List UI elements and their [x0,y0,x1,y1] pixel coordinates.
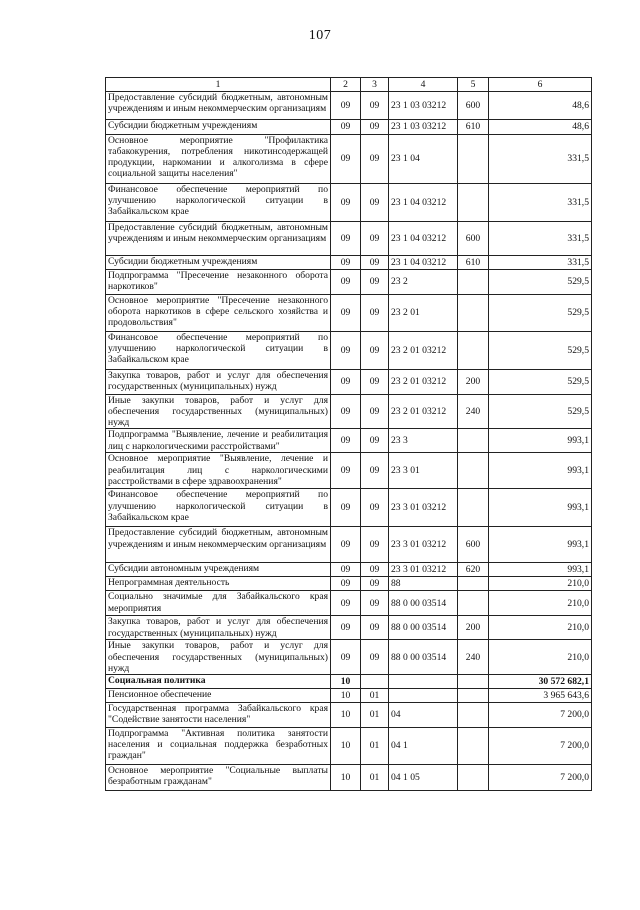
row-subsection-cell: 09 [361,92,389,120]
row-expense-type-cell: 200 [458,616,489,640]
header-col-4: 4 [389,78,458,92]
row-name-cell: Финансовое обеспечение мероприятий по улучшению наркологической ситуации в Забайкальском крае [106,332,331,370]
header-col-5: 5 [458,78,489,92]
row-subsection-cell: 09 [361,256,389,270]
table-row [106,702,592,727]
row-name-cell: Подпрограмма "Выявление, лечение и реабилитация лиц с наркологическими расстройствами" [106,429,331,453]
row-amount-cell: 993,1 [489,489,592,527]
table-row [106,527,592,563]
row-name-cell: Закупка товаров, работ и услуг для обеспечения государственных (муниципальных) нужд [106,370,331,395]
row-target-code-cell: 23 2 01 03212 [389,395,458,429]
row-expense-type-cell [458,727,489,764]
row-section-cell: 10 [331,764,361,790]
row-expense-type-cell: 200 [458,370,489,395]
row-amount-cell: 529,5 [489,395,592,429]
row-expense-type-cell [458,135,489,184]
row-name-cell: Основное мероприятие "Пресечение незаконного оборота наркотиков в сфере сельского хозяйства и продовольствия" [106,295,331,332]
row-expense-type-cell: 610 [458,120,489,135]
row-amount-cell: 993,1 [489,527,592,563]
row-name-cell: Государственная программа Забайкальского края "Содействие занятости населения" [106,702,331,727]
header-col-2: 2 [331,78,361,92]
table-row [106,674,592,688]
row-amount-cell: 7 200,0 [489,727,592,764]
row-subsection-cell: 09 [361,295,389,332]
row-target-code-cell [389,688,458,702]
row-subsection-cell: 01 [361,764,389,790]
row-target-code-cell: 04 1 05 [389,764,458,790]
row-name-cell: Иные закупки товаров, работ и услуг для обеспечения государственных (муниципальных) нужд [106,395,331,429]
row-target-code-cell: 23 1 04 03212 [389,222,458,256]
row-amount-cell: 7 200,0 [489,702,592,727]
row-target-code-cell: 88 0 00 03514 [389,591,458,616]
row-amount-cell: 48,6 [489,92,592,120]
row-target-code-cell: 23 1 03 03212 [389,92,458,120]
row-section-cell: 09 [331,453,361,489]
row-amount-cell: 7 200,0 [489,764,592,790]
table-row [106,270,592,295]
row-subsection-cell: 09 [361,370,389,395]
table-row [106,120,592,135]
row-amount-cell: 993,1 [489,563,592,577]
row-target-code-cell: 88 [389,577,458,591]
table-row [106,256,592,270]
row-amount-cell: 210,0 [489,640,592,674]
row-expense-type-cell: 600 [458,222,489,256]
row-subsection-cell: 09 [361,222,389,256]
table-row [106,395,592,429]
row-expense-type-cell [458,295,489,332]
row-target-code-cell: 23 2 [389,270,458,295]
row-target-code-cell: 04 [389,702,458,727]
row-section-cell: 09 [331,616,361,640]
row-expense-type-cell: 240 [458,640,489,674]
row-amount-cell: 993,1 [489,429,592,453]
row-target-code-cell: 23 3 01 03212 [389,489,458,527]
row-subsection-cell: 01 [361,702,389,727]
header-col-6: 6 [489,78,592,92]
row-section-cell: 09 [331,563,361,577]
row-subsection-cell: 09 [361,453,389,489]
row-name-cell: Субсидии бюджетным учреждениям [106,256,331,270]
row-name-cell: Социальная политика [106,674,331,688]
row-target-code-cell: 23 3 01 03212 [389,563,458,577]
row-section-cell: 10 [331,727,361,764]
row-section-cell: 09 [331,270,361,295]
table-row [106,563,592,577]
table-row [106,453,592,489]
row-section-cell: 09 [331,527,361,563]
row-amount-cell: 993,1 [489,453,592,489]
row-subsection-cell: 09 [361,135,389,184]
row-subsection-cell: 09 [361,563,389,577]
row-subsection-cell: 09 [361,270,389,295]
row-name-cell: Подпрограмма "Пресечение незаконного оборота наркотиков" [106,270,331,295]
row-target-code-cell: 23 3 01 03212 [389,527,458,563]
row-expense-type-cell [458,702,489,727]
row-subsection-cell: 09 [361,332,389,370]
row-section-cell: 09 [331,92,361,120]
table-row [106,370,592,395]
row-section-cell: 10 [331,688,361,702]
row-target-code-cell: 23 1 04 03212 [389,184,458,222]
row-name-cell: Субсидии автономным учреждениям [106,563,331,577]
table-row [106,222,592,256]
row-amount-cell: 331,5 [489,135,592,184]
row-amount-cell: 529,5 [489,295,592,332]
row-target-code-cell: 88 0 00 03514 [389,640,458,674]
row-section-cell: 09 [331,395,361,429]
row-section-cell: 09 [331,256,361,270]
row-subsection-cell: 01 [361,727,389,764]
table-row [106,92,592,120]
table-row [106,640,592,674]
row-section-cell: 09 [331,489,361,527]
table-row [106,577,592,591]
row-expense-type-cell: 600 [458,527,489,563]
row-amount-cell: 331,5 [489,222,592,256]
row-section-cell: 09 [331,429,361,453]
table-row [106,616,592,640]
row-section-cell: 09 [331,184,361,222]
row-subsection-cell: 09 [361,120,389,135]
row-name-cell: Предоставление субсидий бюджетным, автономным учреждениям и иным некоммерческим организациям [106,527,331,563]
row-expense-type-cell [458,453,489,489]
row-section-cell: 09 [331,295,361,332]
row-amount-cell: 210,0 [489,616,592,640]
row-amount-cell: 529,5 [489,370,592,395]
row-section-cell: 09 [331,591,361,616]
row-name-cell: Основное мероприятие "Профилактика табакокурения, потребления никотинсодержащей продукции, наркомании и алкоголизма в сфере социальной защиты населения" [106,135,331,184]
row-expense-type-cell [458,674,489,688]
row-expense-type-cell [458,489,489,527]
row-expense-type-cell: 240 [458,395,489,429]
row-name-cell: Финансовое обеспечение мероприятий по улучшению наркологической ситуации в Забайкальском крае [106,489,331,527]
row-subsection-cell: 09 [361,591,389,616]
row-amount-cell: 331,5 [489,184,592,222]
row-target-code-cell: 23 3 [389,429,458,453]
row-name-cell: Предоставление субсидий бюджетным, автономным учреждениям и иным некоммерческим организациям [106,222,331,256]
row-section-cell: 09 [331,332,361,370]
row-target-code-cell: 23 2 01 03212 [389,332,458,370]
table-row [106,429,592,453]
table-row [106,184,592,222]
row-amount-cell: 30 572 682,1 [489,674,592,688]
header-col-3: 3 [361,78,389,92]
row-name-cell: Иные закупки товаров, работ и услуг для обеспечения государственных (муниципальных) нужд [106,640,331,674]
row-expense-type-cell: 620 [458,563,489,577]
row-expense-type-cell [458,688,489,702]
row-section-cell: 09 [331,135,361,184]
row-subsection-cell: 09 [361,577,389,591]
row-section-cell: 10 [331,674,361,688]
row-subsection-cell: 09 [361,640,389,674]
row-amount-cell: 210,0 [489,591,592,616]
row-subsection-cell: 09 [361,184,389,222]
header-col-1: 1 [106,78,331,92]
row-section-cell: 10 [331,702,361,727]
row-target-code-cell [389,674,458,688]
table-row [106,727,592,764]
table-row [106,591,592,616]
row-amount-cell: 48,6 [489,120,592,135]
table-row [106,295,592,332]
row-name-cell: Субсидии бюджетным учреждениям [106,120,331,135]
row-name-cell: Непрограммная деятельность [106,577,331,591]
row-target-code-cell: 23 1 04 [389,135,458,184]
row-subsection-cell [361,674,389,688]
row-name-cell: Основное мероприятие "Социальные выплаты безработным гражданам" [106,764,331,790]
row-expense-type-cell [458,429,489,453]
table-row [106,135,592,184]
row-expense-type-cell [458,764,489,790]
row-amount-cell: 210,0 [489,577,592,591]
row-section-cell: 09 [331,370,361,395]
row-expense-type-cell [458,591,489,616]
row-target-code-cell: 04 1 [389,727,458,764]
row-name-cell: Подпрограмма "Активная политика занятости населения и социальная поддержка безработных граждан" [106,727,331,764]
row-subsection-cell: 09 [361,429,389,453]
row-section-cell: 09 [331,120,361,135]
row-name-cell: Пенсионное обеспечение [106,688,331,702]
row-name-cell: Финансовое обеспечение мероприятий по улучшению наркологической ситуации в Забайкальском крае [106,184,331,222]
row-target-code-cell: 88 0 00 03514 [389,616,458,640]
table-body [106,92,592,791]
row-expense-type-cell [458,577,489,591]
row-section-cell: 09 [331,222,361,256]
row-expense-type-cell [458,332,489,370]
row-name-cell: Основное мероприятие "Выявление, лечение и реабилитация лиц с наркологическими расстройствами в сфере здравоохранения" [106,453,331,489]
row-expense-type-cell [458,270,489,295]
row-amount-cell: 3 965 643,6 [489,688,592,702]
row-subsection-cell: 09 [361,616,389,640]
row-name-cell: Закупка товаров, работ и услуг для обеспечения государственных (муниципальных) нужд [106,616,331,640]
page-number: 107 [308,28,332,43]
row-amount-cell: 529,5 [489,270,592,295]
row-subsection-cell: 09 [361,395,389,429]
table-row [106,688,592,702]
row-subsection-cell: 01 [361,688,389,702]
table-row [106,764,592,790]
row-section-cell: 09 [331,640,361,674]
row-section-cell: 09 [331,577,361,591]
table-header-row [106,78,592,92]
row-target-code-cell: 23 3 01 [389,453,458,489]
row-amount-cell: 331,5 [489,256,592,270]
row-target-code-cell: 23 1 03 03212 [389,120,458,135]
row-amount-cell: 529,5 [489,332,592,370]
row-expense-type-cell: 610 [458,256,489,270]
row-target-code-cell: 23 2 01 [389,295,458,332]
table-row [106,489,592,527]
row-expense-type-cell [458,184,489,222]
row-subsection-cell: 09 [361,527,389,563]
row-subsection-cell: 09 [361,489,389,527]
row-name-cell: Социально значимые для Забайкальского края мероприятия [106,591,331,616]
table-row [106,332,592,370]
row-expense-type-cell: 600 [458,92,489,120]
row-target-code-cell: 23 1 04 03212 [389,256,458,270]
row-target-code-cell: 23 2 01 03212 [389,370,458,395]
row-name-cell: Предоставление субсидий бюджетным, автономным учреждениям и иным некоммерческим организациям [106,92,331,120]
budget-table [105,77,592,791]
